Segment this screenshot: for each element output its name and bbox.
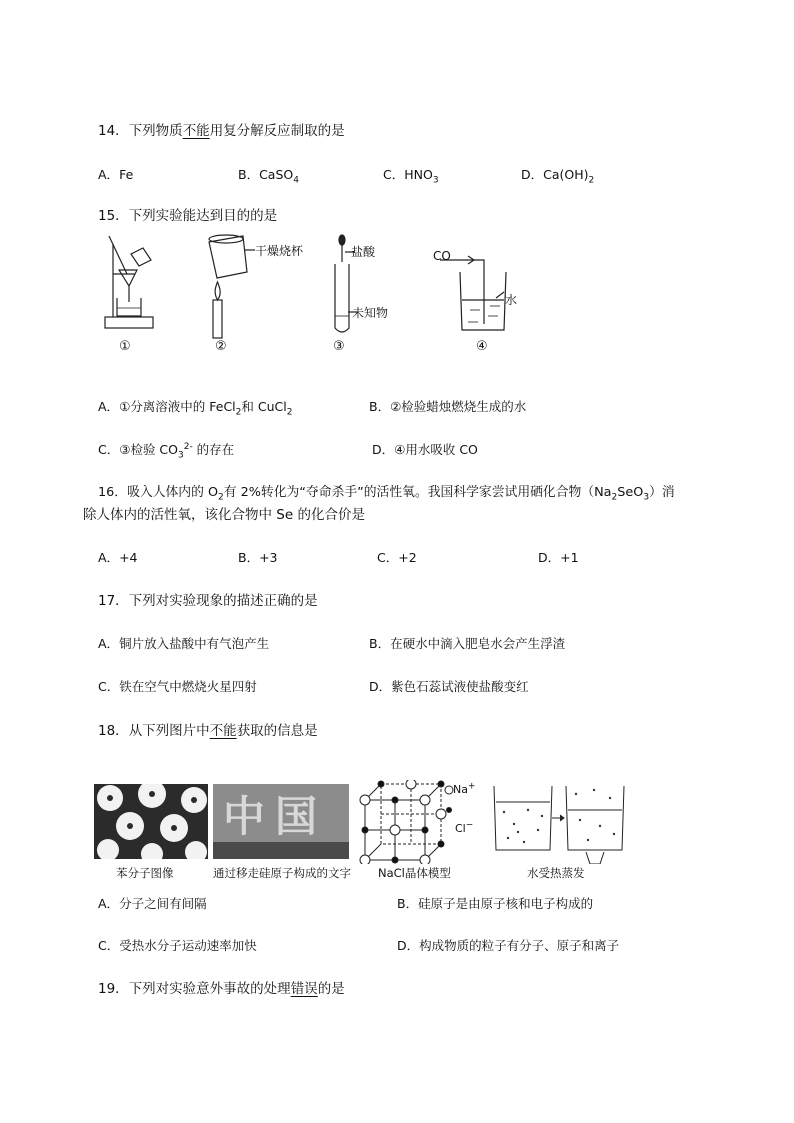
q14-stem <box>98 121 345 141</box>
q14-option-b: B．CaSO$_4$ <box>238 167 299 186</box>
q14-emphasis: 不能 <box>182 123 210 139</box>
legend-na: Na+ <box>453 781 476 796</box>
q16-stem-line2: 除人体内的活性氧，该化合物中 Se 的化合价是 <box>83 507 365 523</box>
q16-option-c: C．+2 <box>377 550 417 565</box>
q15-stem <box>98 206 277 226</box>
label-co: CO <box>433 249 451 263</box>
q18-option-c: C．受热水分子运动速率加快 <box>98 938 257 953</box>
legend-cl: Cl− <box>455 820 474 835</box>
q14-option-d: D．$Ca(OH)_2$ <box>521 167 595 186</box>
figure-number-1: ① <box>119 339 131 354</box>
q18-option-d: D．构成物质的粒子有分子、原子和离子 <box>397 938 620 953</box>
caption-silicon: 通过移走硅原子构成的文字 <box>213 866 351 880</box>
q15-apparatus-figure <box>95 232 525 360</box>
caption-water-evaporation: 水受热蒸发 <box>527 866 585 880</box>
q18-option-a: A．分子之间有间隔 <box>98 896 207 911</box>
q15-option-a: A．①分离溶液中的 FeCl$_2$和 CuCl$_2$ <box>98 399 293 418</box>
label-hydrochloric-acid: 盐酸 <box>351 245 376 259</box>
silicon-atom-text-image <box>213 784 349 859</box>
q16-option-b: B．+3 <box>238 550 278 565</box>
q15-number: 15． <box>98 208 129 224</box>
q18-option-b: B．硅原子是由原子核和电子构成的 <box>397 896 594 911</box>
q15-option-b: B．②检验蜡烛燃烧生成的水 <box>369 399 527 414</box>
q15-text: 下列实验能达到目的的是 <box>128 208 278 224</box>
caption-nacl: NaCl晶体模型 <box>378 866 451 880</box>
q15-option-c: C．③检验 $CO_3^{2-}$ 的存在 <box>98 441 235 461</box>
q14-option-c: C．$HNO_3$ <box>383 167 439 186</box>
label-dry-beaker: 干燥烧杯 <box>255 244 304 258</box>
q17-option-c: C．铁在空气中燃烧火星四射 <box>98 679 257 694</box>
q19-stem: 19．下列对实验意外事故的处理错误的是 <box>98 981 345 997</box>
photo-characters: 中国 <box>223 792 328 841</box>
q17-option-d: D．紫色石蕊试液使盐酸变红 <box>369 679 529 694</box>
q16-option-a: A．+4 <box>98 550 138 565</box>
figure-number-3: ③ <box>333 339 345 354</box>
q14-text: 下列物质 <box>128 123 183 139</box>
benzene-molecules <box>94 784 208 859</box>
q16-stem-line1: 16．吸入人体内的 $O_2$有 2%转化为“夺命杀手”的活性氧。我国科学家尝试用硒化合物$(Na_2SeO_3)$消 <box>98 485 675 503</box>
q17-stem: 17．下列对实验现象的描述正确的是 <box>98 593 318 609</box>
q14-text-end: 用复分解反应制取的是 <box>209 123 345 139</box>
label-water: 水 <box>505 293 518 307</box>
water-evaporation-figure <box>490 780 630 864</box>
q14-number: 14． <box>98 123 129 139</box>
q14-option-a: A．Fe <box>98 167 134 182</box>
gas-absorption-apparatus <box>440 256 506 330</box>
benzene-molecule-image <box>94 784 208 859</box>
figure-number-4: ④ <box>476 339 488 354</box>
figure-number-2: ② <box>215 339 227 354</box>
label-unknown-substance: 未知物 <box>352 306 389 320</box>
q15-option-d: D．④用水吸收 CO <box>372 442 478 457</box>
candle-apparatus <box>209 235 255 338</box>
q18-stem: 18．从下列图片中不能获取的信息是 <box>98 723 318 739</box>
caption-benzene: 苯分子图像 <box>116 866 174 880</box>
q17-option-a: A．铜片放入盐酸中有气泡产生 <box>98 636 270 651</box>
q16-option-d: D．+1 <box>538 550 579 565</box>
filtration-apparatus <box>105 236 153 328</box>
q17-option-b: B．在硬水中滴入肥皂水会产生浮渣 <box>369 636 566 651</box>
